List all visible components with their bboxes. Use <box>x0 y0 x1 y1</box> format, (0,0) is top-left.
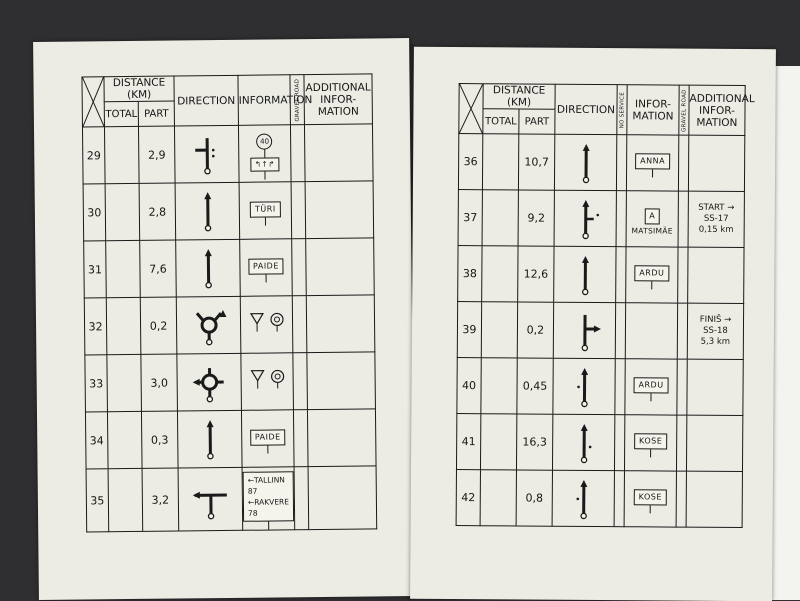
additional-note-line: SS-18 <box>688 326 743 337</box>
header-information: INFOR-MATION <box>627 85 679 135</box>
row-number: 38 <box>458 246 482 302</box>
start-dot <box>208 514 213 519</box>
gravel-road-cell <box>677 359 687 415</box>
start-dot <box>207 454 212 459</box>
gravel-road-cell <box>291 182 306 239</box>
additional-cell <box>304 124 373 182</box>
additional-note-line: START → <box>689 203 744 214</box>
additional-cell <box>687 359 743 415</box>
header-total: TOTAL <box>104 101 138 126</box>
road-sign: KOSE <box>634 433 667 449</box>
arrow-head <box>582 199 589 206</box>
row-number: 36 <box>458 134 482 190</box>
dot-marker <box>576 497 579 500</box>
additional-cell <box>686 415 742 471</box>
right-page <box>410 47 776 601</box>
start-dot <box>206 340 211 345</box>
total-cell <box>482 246 518 302</box>
header-gravel-road: GRAVEL ROAD <box>679 85 689 135</box>
gravel-road-cell <box>676 471 686 527</box>
information-cell <box>240 296 293 354</box>
additional-cell <box>686 471 742 527</box>
information-cell <box>624 415 676 471</box>
direction-cell <box>554 190 616 246</box>
table-row <box>83 181 374 241</box>
direction-diagram <box>189 360 229 404</box>
total-cell <box>480 470 516 526</box>
no-service-cell <box>616 135 626 191</box>
sign-post <box>267 445 268 453</box>
information-cell <box>624 471 676 527</box>
additional-note-line: FINIŠ → <box>688 315 743 326</box>
part-distance: 10,7 <box>518 134 554 190</box>
road-sign: KOSE <box>634 489 667 505</box>
start-dot <box>582 345 587 350</box>
direction-cell <box>554 246 616 302</box>
direction-diagram <box>565 196 605 240</box>
sign-post <box>650 449 651 457</box>
header-corner <box>459 84 483 134</box>
dot-marker <box>577 385 580 388</box>
header-additional: ADDITIONAL INFOR-MATION <box>689 85 745 135</box>
header-no-service: NO SERVICE <box>617 85 627 135</box>
direction-diagram <box>565 252 605 296</box>
header-part: PART <box>519 109 555 134</box>
direction-cell <box>553 358 615 414</box>
gravel-road-cell <box>294 467 309 530</box>
start-dot <box>582 233 587 238</box>
information-cell <box>626 191 678 247</box>
total-cell <box>105 183 140 240</box>
additional-cell <box>688 247 744 303</box>
start-dot <box>581 513 586 518</box>
table-row <box>457 358 743 416</box>
additional-cell <box>687 303 743 359</box>
additional-cell <box>307 409 376 467</box>
start-dot <box>205 226 210 231</box>
table-row <box>458 134 744 192</box>
direction-diagram <box>564 420 604 464</box>
total-cell <box>481 302 517 358</box>
roadbook-table-left <box>81 73 377 532</box>
roadbook-rows-right <box>456 134 745 528</box>
part-distance: 0,3 <box>141 411 178 468</box>
direction-cell <box>174 125 239 183</box>
additional-note-line: SS-17 <box>689 214 744 225</box>
roundabout-sign-icon <box>270 369 284 389</box>
gravel-road-cell <box>293 353 308 410</box>
part-distance: 0,2 <box>517 302 553 358</box>
row-number: 34 <box>85 412 108 469</box>
direction-diagram <box>563 476 603 520</box>
speed-limit-sign: 40 <box>257 133 273 149</box>
page-edge <box>772 66 800 600</box>
direction-diagram <box>188 303 228 347</box>
start-dot <box>207 397 212 402</box>
gravel-road-cell <box>676 415 686 471</box>
no-service-cell <box>614 471 624 527</box>
direction-diagram <box>564 308 604 352</box>
direction-cell <box>177 410 242 468</box>
direction-cell <box>176 239 241 297</box>
direction-cell <box>177 353 242 411</box>
arrow-head <box>192 492 199 499</box>
header-direction: DIRECTION <box>174 75 239 126</box>
gravel-road-cell <box>678 247 688 303</box>
information-cell <box>626 247 678 303</box>
total-cell <box>482 190 518 246</box>
road-sign: A <box>644 208 660 224</box>
direction-sign-line: ←RAKVERE 78 <box>248 496 289 518</box>
row-number: 29 <box>82 127 105 184</box>
direction-cell <box>178 467 243 531</box>
gravel-road-cell <box>290 125 305 182</box>
arrow-head <box>206 420 213 427</box>
arrow-head <box>581 255 588 262</box>
dot-marker <box>596 213 599 216</box>
no-service-cell <box>616 191 626 247</box>
table-row <box>458 246 744 304</box>
row-number: 35 <box>86 469 109 532</box>
row-number: 30 <box>83 184 106 241</box>
no-service-cell <box>616 247 626 303</box>
information-cell <box>241 410 294 468</box>
arrow-head <box>581 367 588 374</box>
no-service-cell <box>615 303 625 359</box>
no-service-cell <box>615 359 625 415</box>
additional-cell <box>688 191 744 247</box>
table-row <box>457 302 743 360</box>
arrow-head <box>204 192 211 199</box>
no-service-cell <box>614 415 624 471</box>
place-name: MATSIMÄE <box>631 226 672 235</box>
sign-post <box>264 171 265 179</box>
table-row <box>85 409 376 469</box>
road-sign: ARDU <box>633 377 668 393</box>
yield-sign-icon <box>250 370 264 390</box>
row-number: 37 <box>458 190 482 246</box>
table-row <box>456 470 742 528</box>
information-cell <box>241 353 294 411</box>
table-row <box>85 352 376 412</box>
direction-diagram <box>564 364 604 408</box>
sign-post <box>650 393 651 401</box>
information-cell <box>625 303 677 359</box>
total-cell <box>481 358 517 414</box>
gravel-road-cell <box>677 303 687 359</box>
header-gravel-road: GRAVEL ROAD <box>290 75 305 125</box>
total-cell <box>480 414 516 470</box>
gravel-road-cell <box>292 296 307 353</box>
row-number: 42 <box>456 470 480 526</box>
direction-cell <box>552 414 614 470</box>
road-sign: TÜRI <box>250 201 281 217</box>
sign-post <box>265 217 266 225</box>
start-dot <box>583 177 588 182</box>
roadbook-rows-left <box>82 124 376 532</box>
table-row <box>84 295 375 355</box>
total-cell <box>482 134 518 190</box>
information-cell <box>242 467 295 531</box>
additional-cell <box>308 466 377 530</box>
header-part: PART <box>138 101 174 126</box>
arrow-head <box>580 423 587 430</box>
sign-post <box>652 169 653 177</box>
dot-marker <box>211 149 214 152</box>
sign-post <box>266 274 267 282</box>
header-additional: ADDITIONAL INFOR-MATION <box>304 74 373 125</box>
left-page <box>33 38 415 600</box>
start-dot <box>204 169 209 174</box>
total-cell <box>104 126 139 183</box>
part-distance: 12,6 <box>518 246 554 302</box>
part-distance: 0,45 <box>517 358 553 414</box>
part-distance: 0,2 <box>140 297 177 354</box>
total-cell <box>107 411 142 468</box>
part-distance: 16,3 <box>516 414 552 470</box>
part-distance: 3,0 <box>141 354 178 411</box>
sign-post <box>651 281 652 289</box>
total-cell <box>107 354 142 411</box>
roundabout-sign-icon <box>269 312 283 332</box>
row-number: 39 <box>457 302 481 358</box>
arrow-head <box>204 249 211 256</box>
roadbook-table-right <box>456 83 746 528</box>
dot-marker <box>588 445 591 448</box>
additional-note-line: 0,15 km <box>689 225 744 236</box>
row-number: 40 <box>457 358 481 414</box>
road-sign: ARDU <box>634 265 669 281</box>
part-distance: 3,2 <box>142 468 179 531</box>
gravel-road-cell <box>678 191 688 247</box>
part-distance: 0,8 <box>516 470 552 526</box>
arrow-head <box>580 479 587 486</box>
direction-sign-line: ←TALLINN 87 <box>248 474 289 496</box>
arrow-head <box>582 143 589 150</box>
part-distance: 2,8 <box>139 183 176 240</box>
total-cell <box>108 468 143 531</box>
total-cell <box>106 297 141 354</box>
direction-diagram <box>190 417 230 461</box>
gravel-road-cell <box>293 410 308 467</box>
row-number: 31 <box>84 241 107 298</box>
arrow-head <box>192 379 199 386</box>
direction-cell <box>554 134 616 190</box>
road-sign: PAIDE <box>250 429 286 445</box>
information-cell <box>240 239 293 297</box>
header-corner <box>82 77 105 127</box>
start-dot <box>582 289 587 294</box>
gravel-road-cell <box>678 135 688 191</box>
table-row <box>86 466 377 532</box>
header-information: INFORMATION <box>238 75 291 126</box>
start-dot <box>581 401 586 406</box>
additional-cell <box>306 238 375 296</box>
header-total: TOTAL <box>483 109 519 134</box>
direction-diagram <box>187 132 227 176</box>
direction-diagram <box>190 477 230 521</box>
total-cell <box>106 240 141 297</box>
header-direction: DIRECTION <box>555 84 617 134</box>
part-distance: 9,2 <box>518 190 554 246</box>
additional-note <box>688 315 743 348</box>
part-distance: 7,6 <box>140 240 177 297</box>
additional-cell <box>307 352 376 410</box>
row-number: 41 <box>456 414 480 470</box>
additional-note <box>689 203 744 236</box>
additional-note-line: 5,3 km <box>688 337 743 348</box>
direction-diagram <box>188 246 228 290</box>
dot-marker <box>211 155 214 158</box>
direction-cell <box>175 182 240 240</box>
yield-sign-icon <box>249 313 263 333</box>
table-row <box>82 124 373 184</box>
direction-sign <box>243 471 295 522</box>
direction-diagram <box>187 189 227 233</box>
information-cell <box>239 182 292 240</box>
part-distance: 2,9 <box>138 126 175 183</box>
row-number: 33 <box>85 355 108 412</box>
lane-sign: ↰↑↱ <box>251 157 280 171</box>
table-row <box>458 190 744 248</box>
arrow-head <box>593 325 600 332</box>
table-row <box>84 238 375 298</box>
road-sign: ANNA <box>635 153 670 169</box>
row-number: 32 <box>84 298 107 355</box>
direction-cell <box>552 470 614 526</box>
start-dot <box>581 457 586 462</box>
additional-cell <box>306 295 375 353</box>
direction-diagram <box>565 140 605 184</box>
header-distance: DISTANCE (KM) <box>483 84 555 110</box>
sign-post <box>264 149 265 157</box>
direction-cell <box>176 296 241 354</box>
sign-post <box>268 522 269 530</box>
information-cell <box>626 135 678 191</box>
start-dot <box>206 283 211 288</box>
gravel-road-cell <box>292 239 307 296</box>
additional-cell <box>688 135 744 191</box>
header-distance: DISTANCE (KM) <box>104 76 174 102</box>
sign-post <box>650 505 651 513</box>
information-cell <box>238 125 291 183</box>
information-cell <box>625 359 677 415</box>
road-sign: PAIDE <box>248 258 284 274</box>
table-row <box>456 414 742 472</box>
additional-cell <box>305 181 374 239</box>
direction-cell <box>553 302 615 358</box>
